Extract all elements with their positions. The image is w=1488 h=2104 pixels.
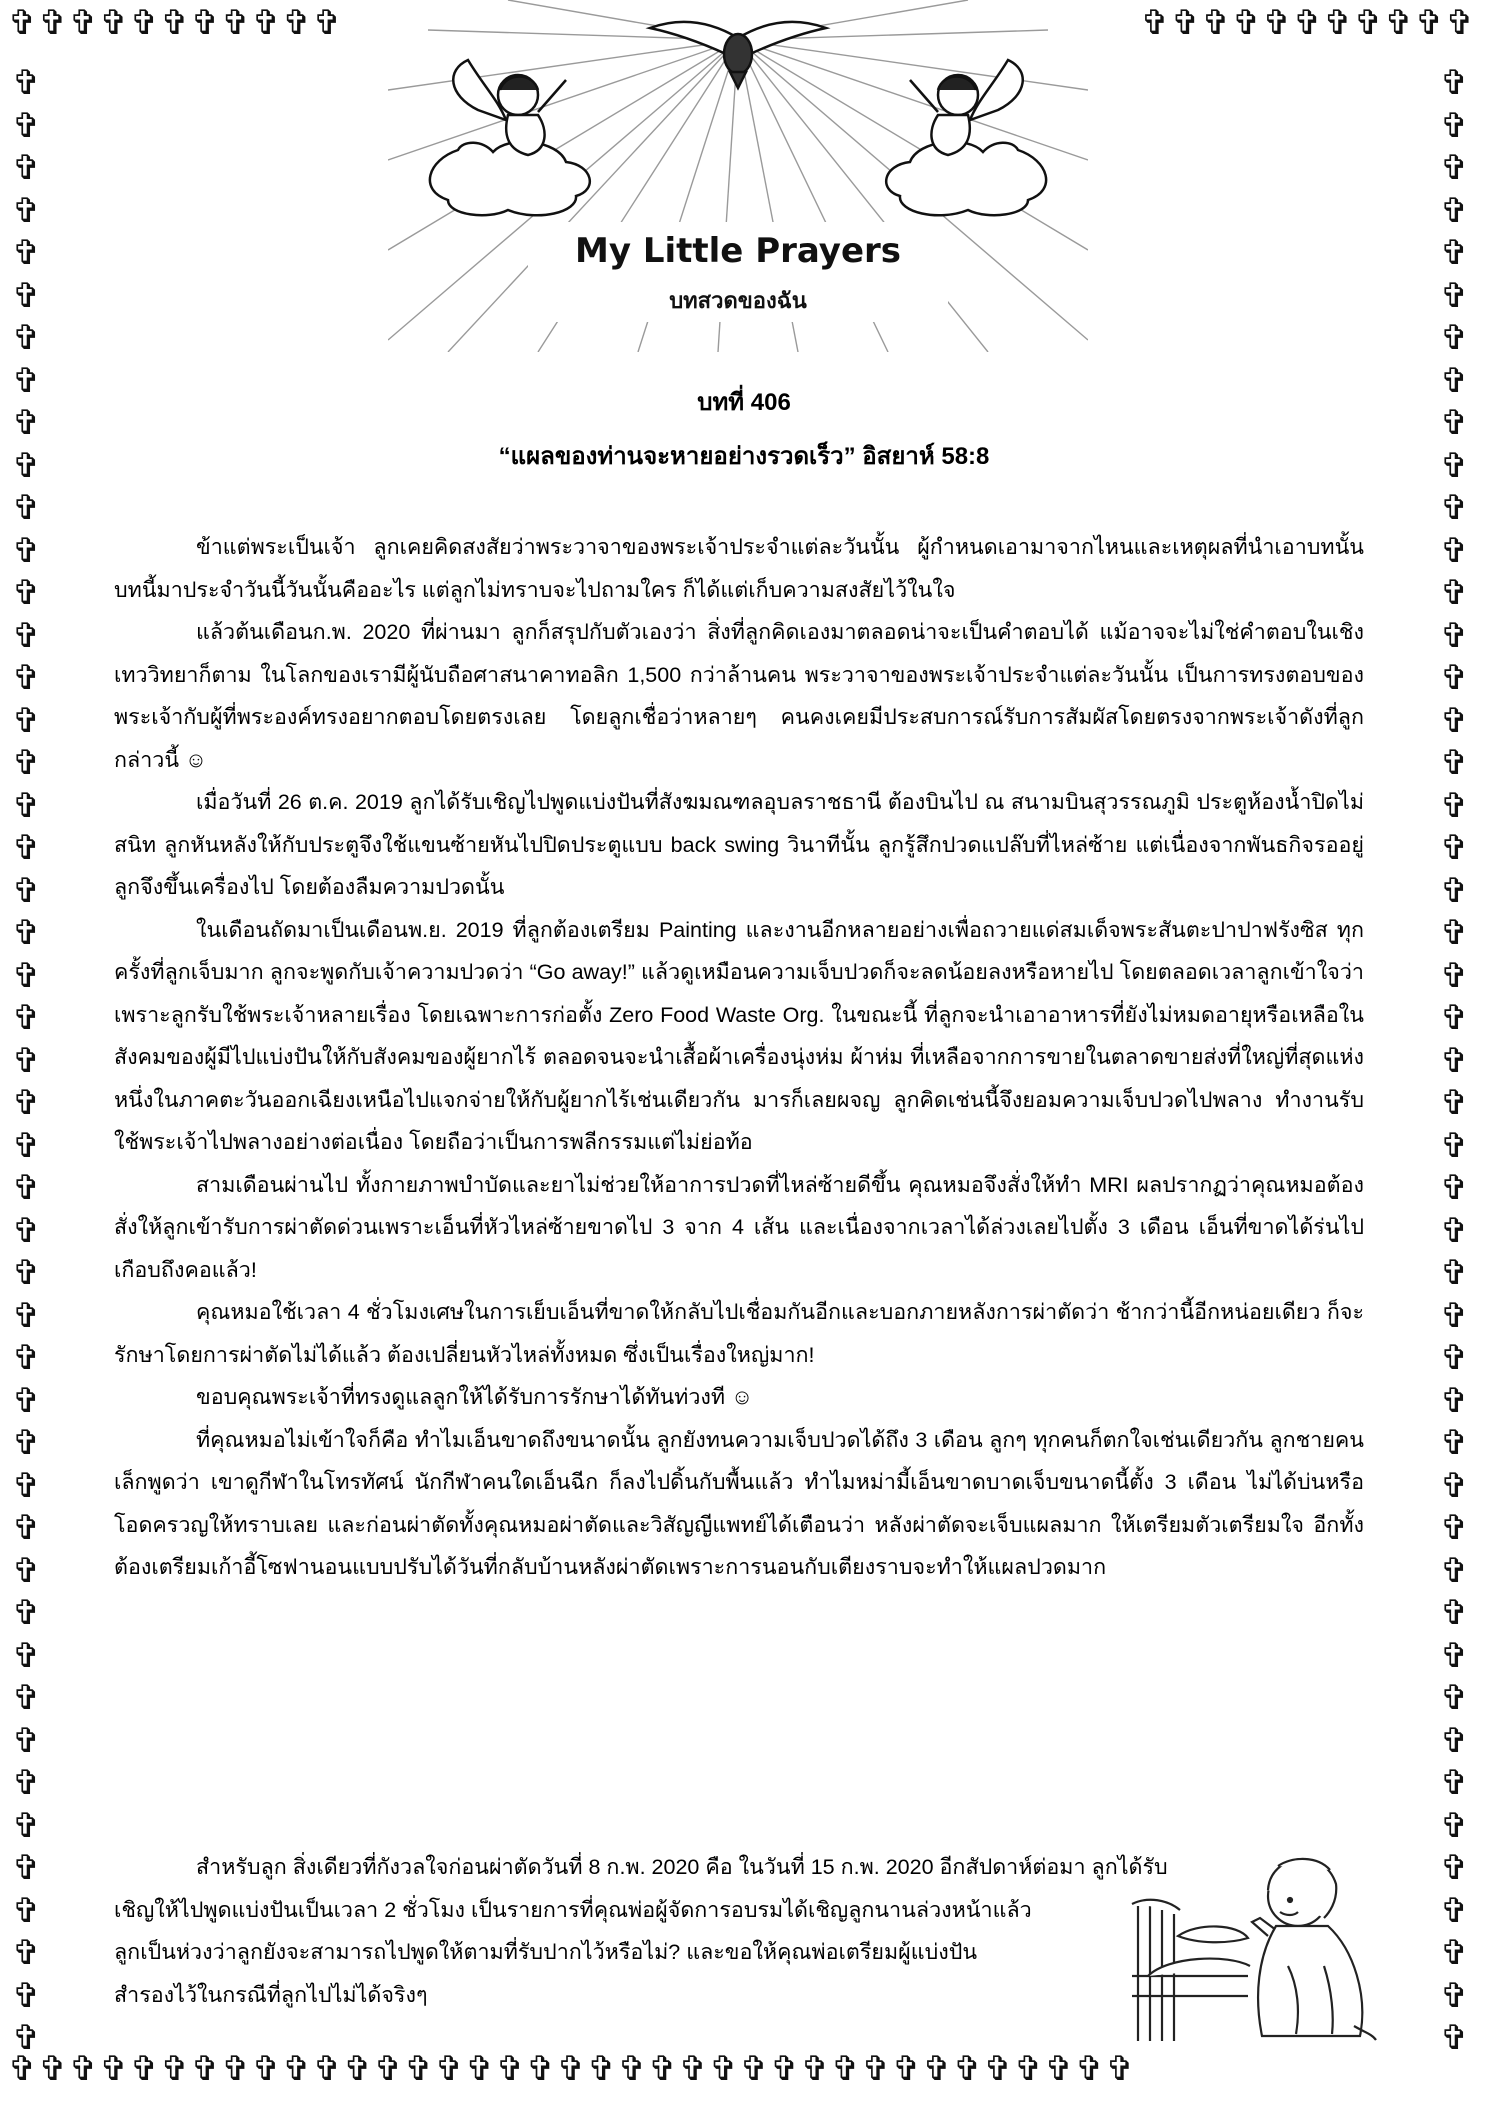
paragraph: แล้วต้นเดือนก.พ. 2020 ที่ผ่านมา ลูกก็สรุปกับตัวเองว่า สิ่งที่ลูกคิดเองมาตลอดน่าจะเป็นคำตอบได้ แม้อาจจะไม่ใช่คำตอบในเชิงเทววิทยาก็ตาม ในโลกของเรามีผู้นับถือศาสนาคาทอลิก 1,500 กว่าล้านคน พระวาจาของพระเจ้าประจำแต่ละวันนั้น เป็นการทรงตอบของพระเจ้ากับผู้ที่พระองค์ทรงอยากตอบโดยตรงเลย โดยลูกเชื่อว่าหลายๆ คนคงเคยมีประสบการณ์รับการสัมผัสโดยตรงจากพระเจ้าดังที่ลูกกล่าวนี้ ☺ xyxy=(114,620,1364,772)
final-paragraph-line: ลูกเป็นห่วงว่าลูกยังจะสามารถไปพูดให้ตามที่รับปากไว้หรือไม่? และขอให้คุณพ่อเตรียมผู้แบ่งปัน xyxy=(114,1940,978,1964)
paragraph: ในเดือนถัดมาเป็นเดือนพ.ย. 2019 ที่ลูกต้องเตรียม Painting และงานอีกหลายอย่างเพื่อถวายแด่สมเด็จพระสันตะปาปาฟรังซิส ทุกครั้งที่ลูกเจ็บมาก ลูกจะพูดกับเจ้าความปวดว่า “Go away!” แล้วดูเหมือนความเจ็บปวดก็จะลดน้อยลงหรือหายไป โดยตลอดเวลาลูกเข้าใจว่าเพราะลูกรับใช้พระเจ้าหลายเรื่อง โดยเฉพาะการก่อตั้ง Zero Food Waste Org. ในขณะนี้ ที่ลูกจะนำเอาอาหารที่ยังไม่หมดอายุหรือเหลือในสังคมของผู้มีไปแบ่งปันให้กับสังคมของผู้ยากไร้ ตลอดจนจะนำเสื้อผ้าเครื่องนุ่งห่ม ผ้าห่ม ที่เหลือจากการขายในตลาดขายส่งที่ใหญ่ที่สุดแห่งหนึ่งในภาคตะวันออกเฉียงเหนือไปแจกจ่ายให้กับผู้ยากไร้เช่นเดียวกัน มารก็เลยผจญ ลูกคิดเช่นนี้จึงยอมความเจ็บปวดไปพลาง ทำงานรับใช้พระเจ้าไปพลางอย่างต่อเนื่อง โดยถือว่าเป็นการพลีกรรมแต่ไม่ย่อท้อ xyxy=(114,917,1364,1154)
praying-child-illustration xyxy=(1128,1826,1378,2048)
final-paragraph xyxy=(114,1846,1168,2016)
paragraph: สามเดือนผ่านไป ทั้งกายภาพบำบัดและยาไม่ช่วยให้อาการปวดที่ไหล่ซ้ายดีขึ้น คุณหมอจึงสั่งให้ทำ MRI ผลปรากฏว่าคุณหมอต้องสั่งให้ลูกเข้ารับการผ่าตัดด่วนเพราะเอ็นที่หัวไหล่ซ้ายขาดไป 3 จาก 4 เส้น และเนื่องจากเวลาได้ล่วงเลยไปตั้ง 3 เดือน เอ็นที่ขาดได้ร่นไปเกือบถึงคอแล้ว! xyxy=(114,1172,1364,1282)
final-paragraph-line: สำหรับลูก สิ่งเดียวที่กังวลใจก่อนผ่าตัดวันที่ 8 ก.พ. 2020 คือ ในวันที่ 15 ก.พ. 2020 อีกสัปดาห์ต่อมา ลูกได้รับ xyxy=(196,1855,1168,1879)
dove-icon xyxy=(650,22,826,88)
paragraph: เมื่อวันที่ 26 ต.ค. 2019 ลูกได้รับเชิญไปพูดแบ่งปันที่สังฆมณฑลอุบลราชธานี ต้องบินไป ณ สนามบินสุวรรณภูมิ ประตูห้องน้ำปิดไม่สนิท ลูกหันหลังให้กับประตูจึงใช้แขนซ้ายหันไปปิดประตูแบบ back swing วินาทีนั้น ลูกรู้สึกปวดแปล๊บที่ไหล่ซ้าย แต่เนื่องจากพันธกิจรออยู่ ลูกจึงขึ้นเครื่องไป โดยต้องลืมความปวดนั้น xyxy=(114,790,1364,899)
cross-border-top-right: ✞✞✞✞✞✞✞✞✞✞✞ xyxy=(1140,3,1476,43)
body-text xyxy=(114,526,1364,1589)
paragraph: คุณหมอใช้เวลา 4 ชั่วโมงเศษในการเย็บเอ็นที่ขาดให้กลับไปเชื่อมกันอีกและบอกภายหลังการผ่าตัดว่า ช้ากว่านี้อีกหน่อยเดียว ก็จะรักษาโดยการผ่าตัดไม่ได้แล้ว ต้องเปลี่ยนหัวไหล่ทั้งหมด ซึ่งเป็นเรื่องใหญ่มาก! xyxy=(114,1300,1364,1367)
header-subtitle: บทสวดของฉัน xyxy=(669,289,807,314)
cross-border-right: ✞ ✞ ✞ ✞ ✞ ✞ ✞ ✞ ✞ ✞ ✞ ✞ ✞ ✞ ✞ ✞ ✞ ✞ ✞ ✞ ✞ ✞ ✞ ✞ ✞ ✞ ✞ ✞ ✞ ✞ ✞ ✞ ✞ ✞ ✞ ✞ ✞ ✞ ✞ ✞ ✞ ✞ ✞ ✞ ✞ ✞ ✞ xyxy=(1440,63,1469,2058)
paragraph: ขอบคุณพระเจ้าที่ทรงดูแลลูกให้ได้รับการรักษาได้ทันท่วงที ☺ xyxy=(196,1385,754,1409)
final-paragraph-line: เชิญให้ไปพูดแบ่งปันเป็นเวลา 2 ชั่วโมง เป็นรายการที่คุณพ่อผู้จัดการอบรมได้เชิญลูกนานล่วงหน้าแล้ว xyxy=(114,1897,1032,1922)
paragraph: ที่คุณหมอไม่เข้าใจก็คือ ทำไมเอ็นขาดถึงขนาดนั้น ลูกยังทนความเจ็บปวดได้ถึง 3 เดือน ลูกๆ ทุกคนก็ตกใจเช่นเดียวกัน ลูกชายคนเล็กพูดว่า เขาดูกีฬาในโทรทัศน์ นักกีฬาคนใดเอ็นฉีก ก็ลงไปดิ้นกับพื้นแล้ว ทำไมหม่ามี้เอ็นขาดบาดเจ็บขนาดนี้ตั้ง 3 เดือน ไม่ได้บ่นหรือโอดครวญให้ทราบเลย และก่อนผ่าตัดทั้งคุณหมอผ่าตัดและวิสัญญีแพทย์ได้เตือนว่า หลังผ่าตัดจะเจ็บแผลมาก ให้เตรียมตัวเตรียมใจ อีกทั้งต้องเตรียมเก้าอี้โซฟานอนแบบปรับได้วันที่กลับบ้านหลังผ่าตัดเพราะการนอนกับเตียงราบจะทำให้แผลปวดมาก xyxy=(114,1427,1364,1579)
chapter-heading: บทที่ 406 xyxy=(697,389,791,416)
cross-border-top-left: ✞✞✞✞✞✞✞✞✞✞✞ xyxy=(8,3,344,43)
paragraph: ข้าแต่พระเป็นเจ้า ลูกเคยคิดสงสัยว่าพระวาจาของพระเจ้าประจำแต่ละวันนั้น ผู้กำหนดเอามาจากไหนและเหตุผลที่นำเอาบทนั้นบทนี้มาประจำวันนี้วันนั้นคืออะไร แต่ลูกไม่ทราบจะไปถามใคร ก็ได้แต่เก็บความสงสัยไว้ในใจ xyxy=(114,535,1364,602)
final-paragraph-line: สำรองไว้ในกรณีที่ลูกไปไม่ได้จริงๆ xyxy=(114,1982,428,2007)
verse-heading: “แผลของท่านจะหายอย่างรวดเร็ว” อิสยาห์ 58:8 xyxy=(498,443,990,470)
header-title: My Little Prayers xyxy=(574,231,902,271)
cross-border-bottom: ✞✞✞✞✞✞✞✞✞✞✞✞✞✞✞✞✞✞✞✞✞✞✞✞✞✞✞✞✞✞✞✞✞✞✞✞✞ xyxy=(8,2049,1137,2089)
cross-border-left: ✞ ✞ ✞ ✞ ✞ ✞ ✞ ✞ ✞ ✞ ✞ ✞ ✞ ✞ ✞ ✞ ✞ ✞ ✞ ✞ ✞ ✞ ✞ ✞ ✞ ✞ ✞ ✞ ✞ ✞ ✞ ✞ ✞ ✞ ✞ ✞ ✞ ✞ ✞ ✞ ✞ ✞ ✞ ✞ ✞ ✞ ✞ xyxy=(12,63,41,2058)
header-illustration xyxy=(388,0,1088,352)
